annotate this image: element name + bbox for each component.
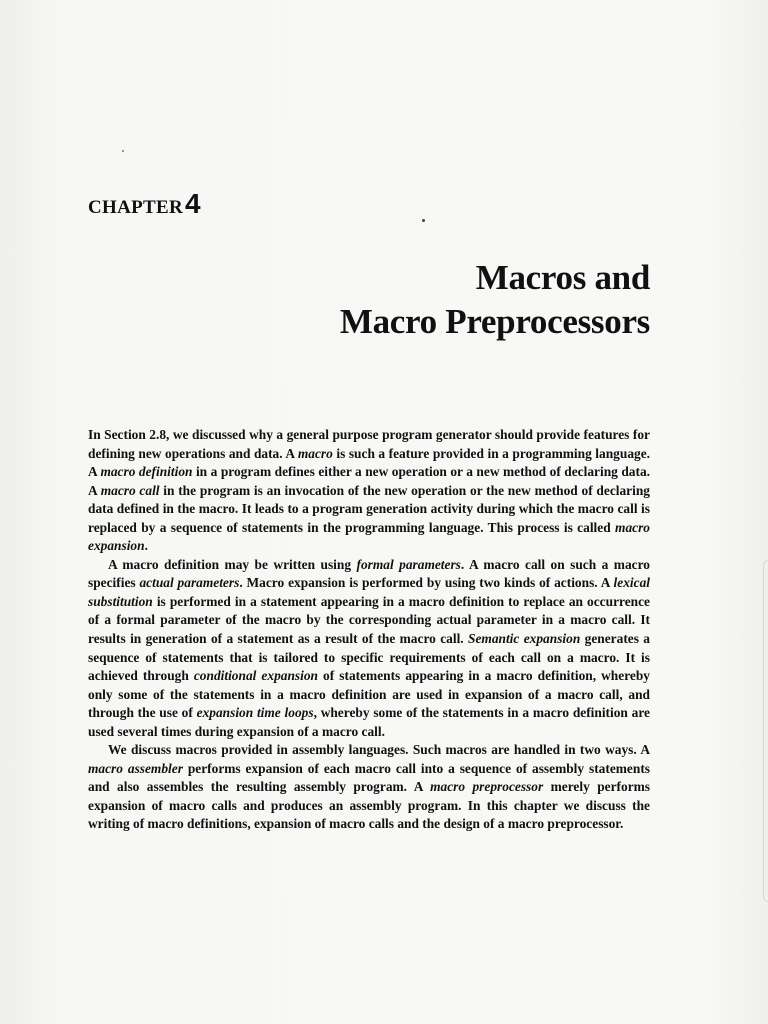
paragraph-1 bbox=[88, 426, 650, 556]
chapter-number: 4 bbox=[185, 188, 201, 219]
italic-term: actual parameters bbox=[139, 575, 240, 591]
chapter-title-line-2: Macro Preprocessors bbox=[339, 302, 650, 341]
text-run: , whereby some of the statements in a macro definition are used several times during expansion of a macro call. bbox=[88, 705, 650, 739]
text-run: . Macro expansion is performed by using two kinds of actions. A bbox=[239, 575, 614, 591]
italic-term: conditional expansion bbox=[193, 668, 318, 684]
italic-term: macro expansion bbox=[88, 519, 650, 554]
text-run: is such a feature provided in a programming language. A bbox=[88, 445, 650, 480]
text-run: performs expansion of each macro call into a sequence of assembly statements and also assembles the resulting assembly program. A bbox=[88, 760, 650, 795]
page-edge-shadow bbox=[763, 560, 768, 902]
italic-term: macro assembler bbox=[88, 760, 183, 776]
paragraph-2 bbox=[88, 556, 650, 741]
italic-term: expansion time loops bbox=[196, 705, 314, 721]
italic-term: Semantic expansion bbox=[468, 631, 581, 647]
chapter-title-line-1: Macros and bbox=[475, 258, 650, 297]
italic-term: macro bbox=[297, 445, 333, 461]
italic-term: macro call bbox=[100, 482, 160, 498]
text-run: in a program defines either a new operation or a new method of declaring data. A bbox=[88, 464, 650, 498]
text-run: generates a sequence of statements that is tailored to specific requirements of each call on a macro. It is achieved through bbox=[88, 631, 651, 684]
chapter-title bbox=[340, 256, 650, 344]
chapter-label-text: CHAPTER bbox=[88, 197, 183, 218]
text-run: in the program is an invocation of the new operation or the new method of declaring data defined in the macro. It leads to a program generation activity during which the macro call is replaced by a sequence of statements in the programming language. This process is called bbox=[88, 482, 650, 535]
text-run: A macro definition may be written using bbox=[108, 556, 357, 572]
text-run: We discuss macros provided in assembly languages. Such macros are handled in two ways. A bbox=[108, 742, 650, 758]
italic-term: lexical substitution bbox=[88, 575, 650, 609]
chapter-heading bbox=[88, 188, 201, 220]
text-run: merely performs expansion of macro calls and produces an assembly program. In this chapter we discuss the writing of macro definitions, expansion of macro calls and the design of a macro preprocessor. bbox=[88, 779, 650, 832]
scan-speck bbox=[122, 150, 124, 152]
text-run: is performed in a statement appearing in a macro definition to replace an occurrence of a formal parameter of the macro by the corresponding actual parameter in a macro call. It results in generation of a statement as a result of the macro call. bbox=[88, 593, 650, 647]
italic-term: macro preprocessor bbox=[430, 779, 544, 795]
scan-speck bbox=[422, 219, 425, 222]
text-run: of statements appearing in a macro definition, whereby only some of the statements in a macro definition are used in expansion of a macro call, and through the use of bbox=[88, 668, 650, 721]
italic-term: formal parameters bbox=[356, 556, 461, 572]
text-run: In Section 2.8, we discussed why a general purpose program generator should provide features for defining new operations and data. A bbox=[88, 427, 650, 461]
italic-term: macro definition bbox=[100, 464, 193, 480]
text-run: . A macro call on such a macro specifies bbox=[88, 556, 650, 591]
body-text bbox=[88, 426, 650, 834]
text-run: . bbox=[144, 538, 148, 554]
paragraph-3 bbox=[88, 741, 650, 834]
